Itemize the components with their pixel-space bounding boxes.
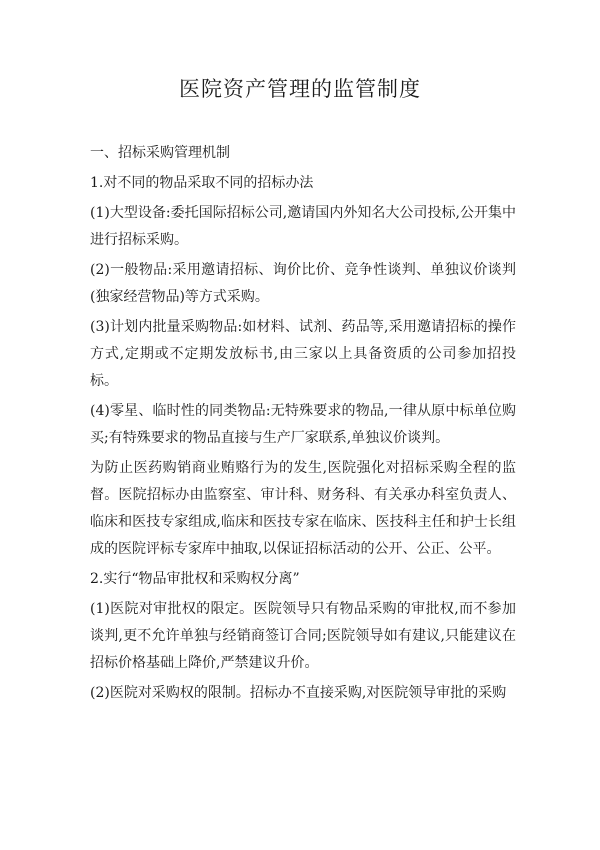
paragraph: (1)医院对审批权的限定。医院领导只有物品采购的审批权,而不参加谈判,更不允许单独与经销商签订合同;医院领导如有建议,只能建议在招标价格基础上降价,严禁建议升价。 [90,601,516,671]
paragraph: (1)大型设备:委托国际招标公司,邀请国内外知名大公司投标,公开集中进行招标采购。 [90,205,516,248]
section-heading: 一、招标采购管理机制 [90,145,230,161]
document-body [90,140,516,710]
subsection-heading: 1.对不同的物品采取不同的招标办法 [90,175,314,191]
paragraph: (2)医院对采购权的限制。招标办不直接采购,对医院领导审批的采购 [90,685,507,701]
paragraph: (2)一般物品:采用邀请招标、询价比价、竞争性谈判、单独议价谈判(独家经营物品)等方式采购。 [90,262,516,305]
paragraph: (4)零星、临时性的同类物品:无特殊要求的物品,一律从原中标单位购买;有特殊要求的物品直接与生产厂家联系,单独议价谈判。 [90,403,516,446]
paragraph: (3)计划内批量采购物品:如材料、试剂、药品等,采用邀请招标的操作方式,定期或不定期发放标书,由三家以上具备资质的公司参加招投标。 [90,319,516,389]
paragraph: 为防止医药购销商业贿赂行为的发生,医院强化对招标采购全程的监督。医院招标办由监察室、审计科、财务科、有关承办科室负责人、临床和医技专家组成,临床和医技专家在临床、医技科主任和护士长组成的医院评标专家库中抽取,以保证招标活动的公开、公正、公平。 [90,460,516,557]
document-title: 医院资产管理的监管制度 [179,77,421,101]
subsection-heading: 2.实行“物品审批权和采购权分离” [90,571,300,587]
